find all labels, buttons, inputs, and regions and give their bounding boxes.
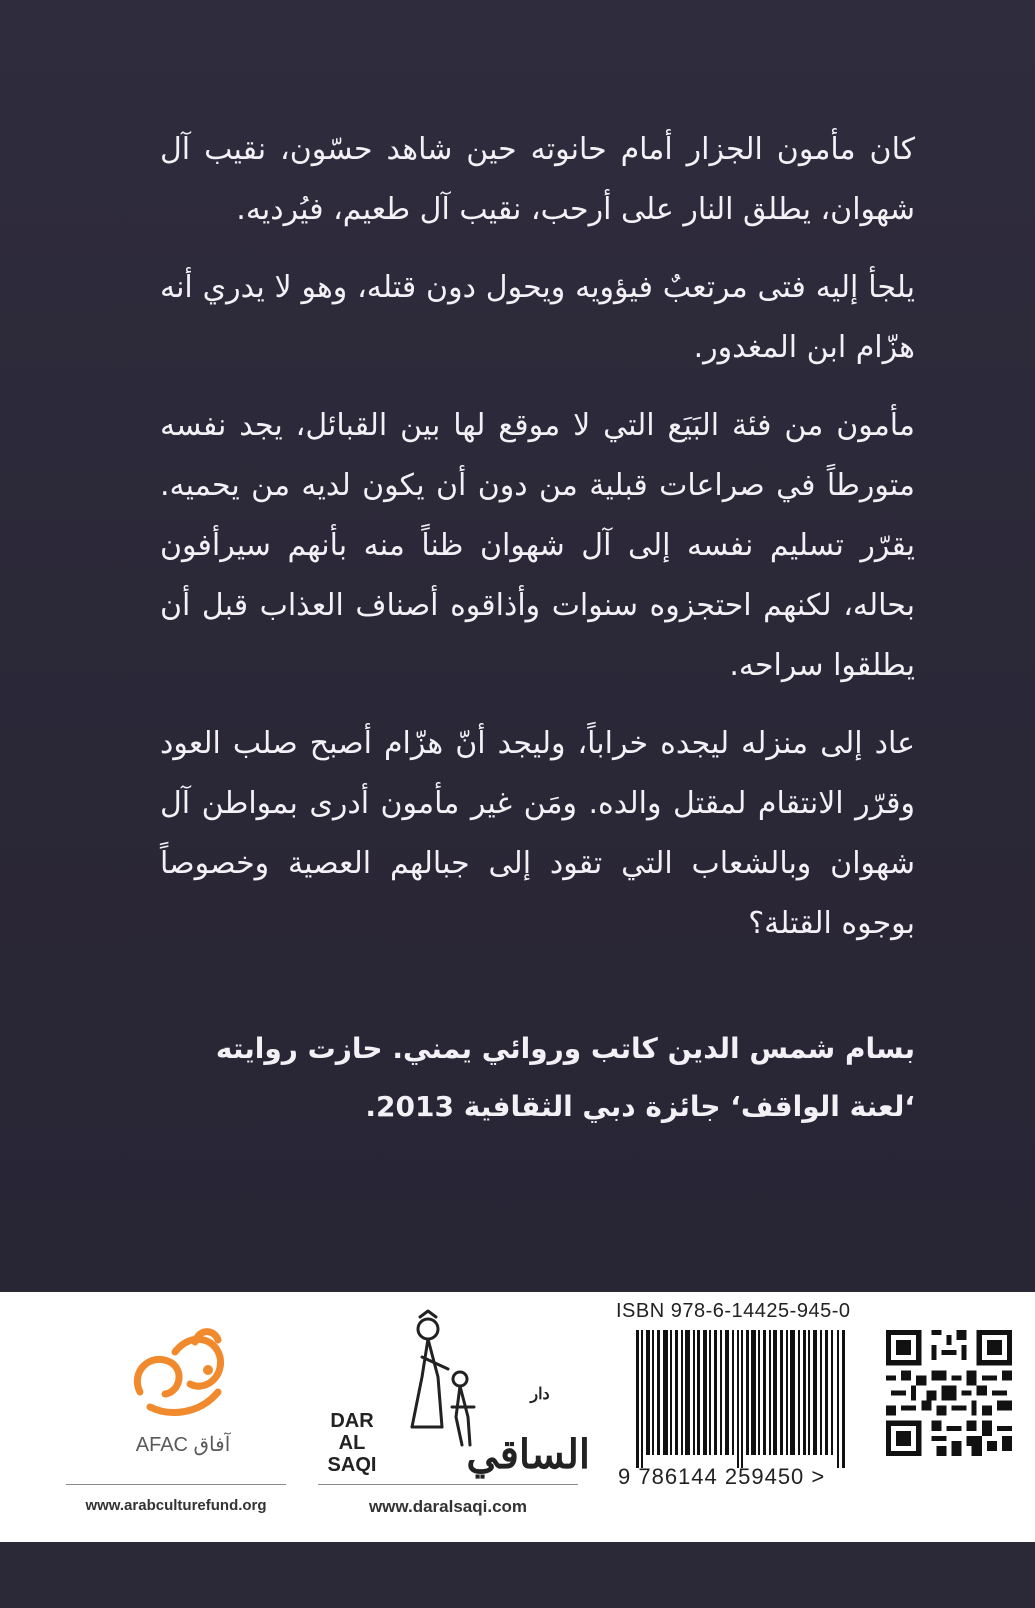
bottom-band (0, 1542, 1035, 1608)
isbn-label: ISBN 978-6-14425-945-0 (616, 1300, 851, 1322)
saqi-latin-line-2: AL SAQI (327, 1432, 377, 1476)
saqi-latin-name (312, 1410, 392, 1476)
qr-code-icon (886, 1330, 1012, 1456)
afac-divider (66, 1484, 286, 1485)
publisher-panel (0, 1292, 1035, 1542)
blurb-paragraph-4: عاد إلى منزله ليجده خراباً، وليجد أنّ هزّام أصبح صلب العود وقرّر الانتقام لمقتل والده. ومَن غير مأمون أدرى بمواطن آل شهوان وبالشعاب التي تقود إلى جبالهم العصية وخصوصاً بوجوه القتلة؟ (160, 726, 915, 941)
afac-label: AFAC آفاق (135, 1434, 231, 1456)
blurb-paragraph-3: مأمون من فئة البَيَع التي لا موقع لها بين القبائل، يجد نفسه متورطاً في صراعات قبلية من دون أن يكون لديه من يحميه. يقرّر تسليم نفسه إلى آل شهوان ظناً منه بأنهم سيرأفون بحاله، لكنهم احتجزوه سنوات وأذاقوه أصناف العذاب قبل أن يطلقوا سراحه. (160, 408, 915, 683)
author-note: بسام شمس الدين كاتب وروائي يمني. حازت روايته ‘لعنة الواقف‘ جائزة دبي الثقافية 2013. (215, 1032, 915, 1123)
blurb-paragraph-1: كان مأمون الجزار أمام حانوته حين شاهد حسّون، نقيب آل شهوان، يطلق النار على أرحب، نقيب آل طعيم، فيُرديه. (160, 132, 915, 227)
saqi-arabic-main: الساقي (466, 1431, 590, 1478)
afac-calligraphy-icon (120, 1322, 240, 1422)
blurb-paragraph-2: يلجأ إليه فتى مرتعبٌ فيؤويه ويحول دون قتله، وهو لا يدري أنه هزّام ابن المغدور. (160, 270, 915, 365)
blurb (160, 120, 915, 972)
barcode-digits: 9 786144 259450 > (618, 1464, 826, 1489)
saqi-arabic-prefix: دار (530, 1384, 550, 1403)
saqi-arabic-name (466, 1384, 590, 1478)
saqi-divider (318, 1484, 578, 1485)
afac-url: www.arabculturefund.org (85, 1497, 267, 1514)
saqi-latin-line-1: DAR (330, 1410, 374, 1432)
barcode-icon (636, 1330, 846, 1468)
saqi-url: www.daralsaqi.com (368, 1497, 528, 1516)
